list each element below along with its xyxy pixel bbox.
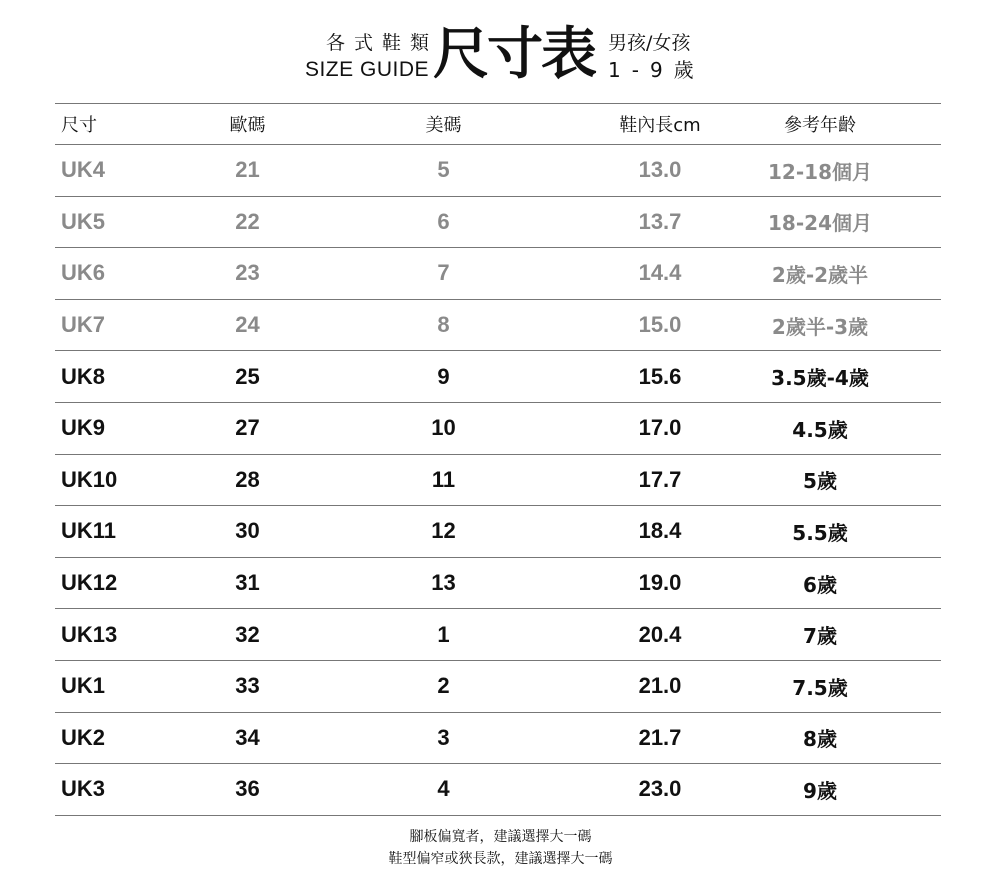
cell-age: 18-24個月 xyxy=(768,211,872,236)
cell-us-size: 12 xyxy=(431,518,456,544)
table-row xyxy=(55,145,941,197)
cell-eu-size: 32 xyxy=(235,621,260,647)
cell-us-size: 2 xyxy=(437,673,450,699)
cell-uk-size: UK6 xyxy=(61,260,106,286)
cell-insole-length: 14.4 xyxy=(638,260,682,286)
column-header-age: 參考年齡 xyxy=(784,115,856,136)
cell-insole-length: 13.7 xyxy=(638,208,682,234)
table-row xyxy=(55,506,941,558)
table-row xyxy=(55,300,941,352)
cell-uk-size: UK1 xyxy=(61,673,106,699)
table-header-row xyxy=(55,104,941,145)
cell-uk-size: UK9 xyxy=(61,415,106,441)
cell-us-size: 6 xyxy=(437,208,450,234)
cell-age: 12-18個月 xyxy=(768,159,872,184)
cell-age: 2歲-2歲半 xyxy=(771,262,869,287)
cell-us-size: 13 xyxy=(431,570,456,596)
cell-age: 5歲 xyxy=(803,469,837,494)
page-title: 尺寸表 xyxy=(433,22,595,87)
size-table xyxy=(55,103,941,816)
cell-eu-size: 31 xyxy=(235,570,260,596)
cell-us-size: 9 xyxy=(437,363,450,389)
cell-insole-length: 17.0 xyxy=(638,415,682,441)
cell-uk-size: UK8 xyxy=(61,363,106,389)
table-row xyxy=(55,455,941,507)
header-category-zh: 各式鞋類 xyxy=(325,32,438,54)
cell-eu-size: 27 xyxy=(235,415,260,441)
cell-insole-length: 21.0 xyxy=(638,673,682,699)
cell-insole-length: 19.0 xyxy=(638,570,682,596)
cell-eu-size: 34 xyxy=(235,724,260,750)
cell-us-size: 5 xyxy=(437,157,450,183)
column-header-us: 美碼 xyxy=(425,115,462,136)
cell-insole-length: 15.6 xyxy=(638,363,682,389)
table-row xyxy=(55,248,941,300)
footer-note-narrow-style: 鞋型偏窄或狹長款，建議選擇大一碼 xyxy=(388,851,613,867)
cell-age: 7歲 xyxy=(803,624,837,649)
header-age-range: 1-9歲 xyxy=(608,58,705,82)
cell-us-size: 4 xyxy=(437,776,450,802)
cell-insole-length: 17.7 xyxy=(638,466,682,492)
page-header xyxy=(0,22,1001,92)
cell-eu-size: 21 xyxy=(235,157,260,183)
cell-us-size: 10 xyxy=(431,415,456,441)
header-right xyxy=(608,30,705,84)
column-header-eu: 歐碼 xyxy=(229,115,266,136)
cell-age: 8歲 xyxy=(803,727,837,752)
cell-us-size: 8 xyxy=(437,312,450,338)
table-row xyxy=(55,713,941,765)
table-row xyxy=(55,558,941,610)
table-row xyxy=(55,403,941,455)
cell-eu-size: 25 xyxy=(235,363,260,389)
cell-insole-length: 23.0 xyxy=(638,776,682,802)
cell-age: 6歲 xyxy=(803,572,837,597)
cell-insole-length: 15.0 xyxy=(638,312,682,338)
cell-uk-size: UK5 xyxy=(61,208,106,234)
table-row xyxy=(55,351,941,403)
table-row xyxy=(55,609,941,661)
cell-us-size: 7 xyxy=(437,260,450,286)
cell-insole-length: 21.7 xyxy=(638,724,682,750)
cell-eu-size: 28 xyxy=(235,466,260,492)
cell-age: 9歲 xyxy=(803,778,837,803)
cell-uk-size: UK4 xyxy=(61,157,106,183)
cell-us-size: 1 xyxy=(437,621,450,647)
cell-uk-size: UK13 xyxy=(61,621,118,647)
cell-uk-size: UK3 xyxy=(61,776,106,802)
cell-eu-size: 24 xyxy=(235,312,260,338)
cell-age: 3.5歲-4歲 xyxy=(771,366,869,391)
cell-eu-size: 23 xyxy=(235,260,260,286)
cell-uk-size: UK2 xyxy=(61,724,106,750)
cell-uk-size: UK11 xyxy=(61,518,117,544)
cell-eu-size: 36 xyxy=(235,776,260,802)
cell-age: 2歲半-3歲 xyxy=(771,314,869,339)
table-row xyxy=(55,661,941,713)
cell-uk-size: UK10 xyxy=(61,466,118,492)
cell-eu-size: 22 xyxy=(235,208,260,234)
cell-us-size: 11 xyxy=(431,466,456,492)
header-gender: 男孩/女孩 xyxy=(608,32,691,54)
column-header-insole-length: 鞋內長cm xyxy=(619,115,701,136)
footer-note-wide-feet: 腳板偏寬者，建議選擇大一碼 xyxy=(409,829,592,845)
cell-age: 5.5歲 xyxy=(792,520,848,545)
cell-insole-length: 18.4 xyxy=(638,518,682,544)
table-row xyxy=(55,764,941,816)
cell-eu-size: 30 xyxy=(235,518,260,544)
cell-uk-size: UK7 xyxy=(61,312,106,338)
cell-eu-size: 33 xyxy=(235,673,260,699)
cell-insole-length: 13.0 xyxy=(638,157,682,183)
column-header-size: 尺寸 xyxy=(61,115,97,136)
cell-age: 7.5歲 xyxy=(792,675,848,700)
header-category-en: SIZE GUIDE xyxy=(304,58,429,81)
header-left xyxy=(304,30,438,84)
cell-age: 4.5歲 xyxy=(792,417,848,442)
footer-notes xyxy=(0,826,1001,870)
table-row xyxy=(55,197,941,249)
cell-us-size: 3 xyxy=(437,724,450,750)
cell-insole-length: 20.4 xyxy=(638,621,682,647)
cell-uk-size: UK12 xyxy=(61,570,118,596)
